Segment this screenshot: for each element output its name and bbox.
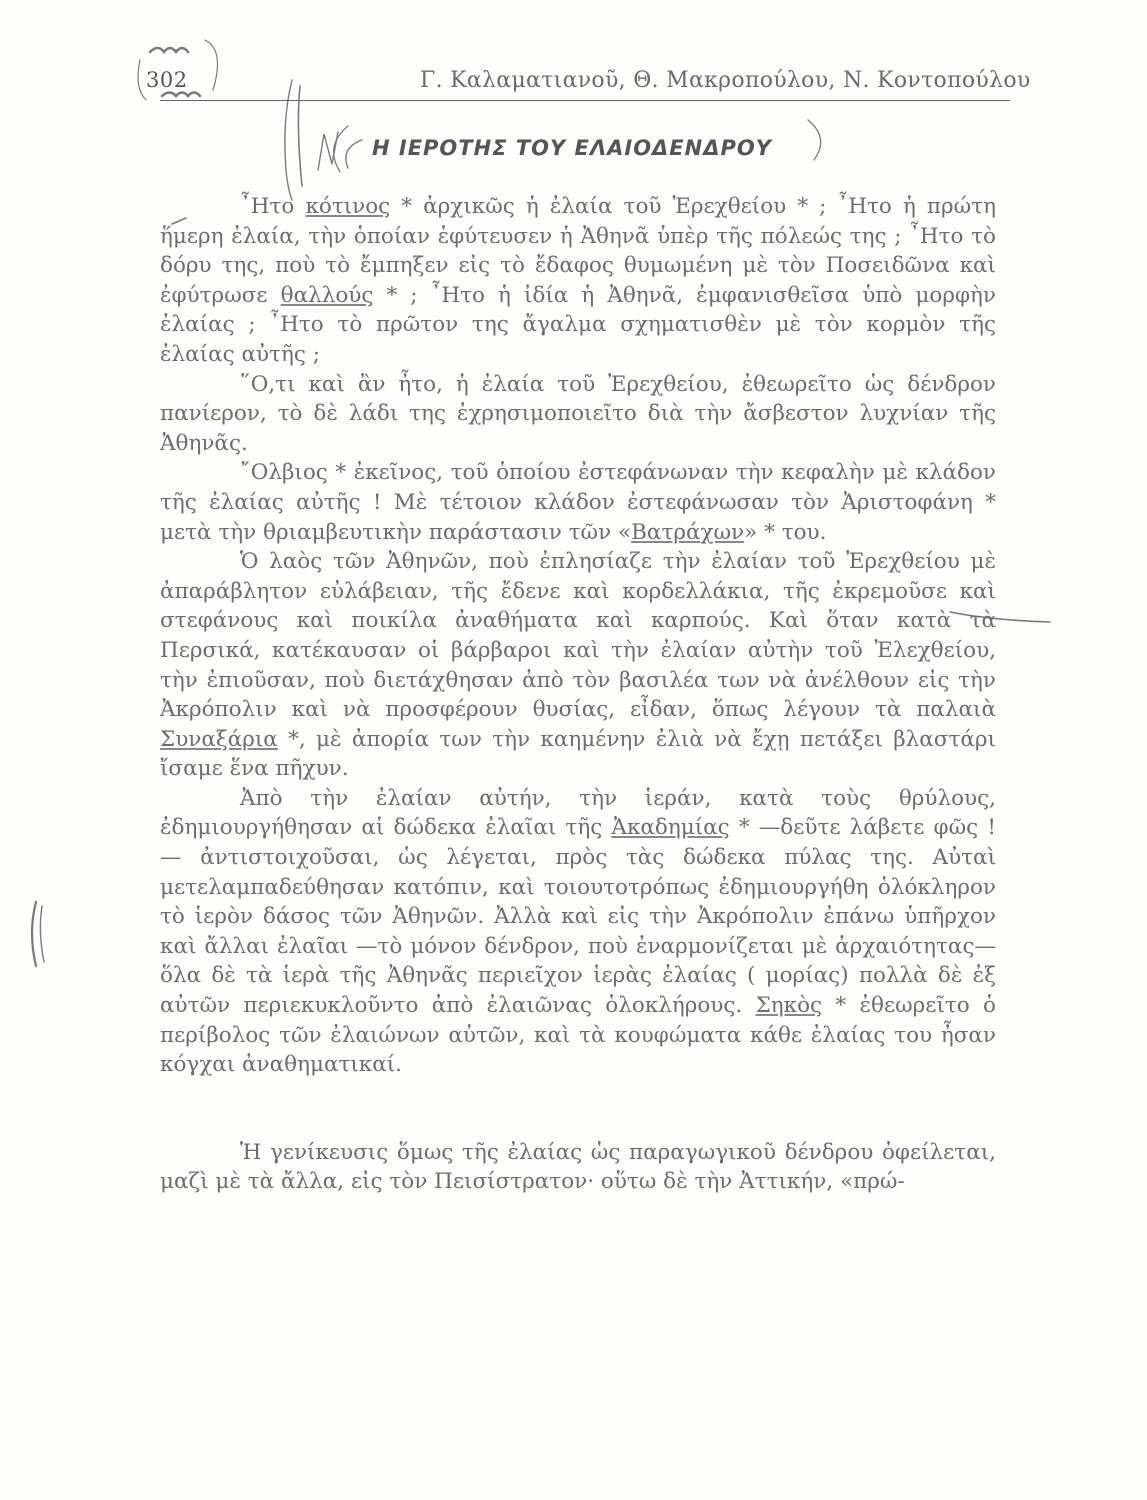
- paragraph-4: Ὁ λαὸς τῶν Ἀθηνῶν, ποὺ ἐπλησίαζε τὴν ἐλαίαν τοῦ Ἐρεχθείου μὲ ἀπαράβλητον εὐλάβειαν, τῆς ἔδενε καὶ κορδελλάκια, τῆς ἐκρεμοῦσε καὶ στεφάνους καὶ ποικίλα ἀναθήματα καὶ καρπούς. Καὶ ὅταν κατὰ τὰ Περσικά, κατέκαυσαν οἱ βάρβαροι καὶ τὴν ἐλαίαν αὐτὴν τοῦ Ἐλεχθείου, τὴν ἐπιοῦσαν, ποὺ διετάχθησαν ἀπὸ τὸν βασιλέα των νὰ ἀνέλθουν εἰς τὴν Ἀκρόπολιν καὶ νὰ προσφέρουν θυσίας, εἶδαν, ὅπως λέγουν τὰ παλαιὰ Συναξάρια *, μὲ ἀπορία των τὴν καημένην ἐλιὰ νὰ ἔχῃ πετάξει βλαστάρι ἴσαμε ἕνα πῆχυν.: [160, 549, 996, 782]
- running-header-authors: Γ. Καλαματιανοῦ, Θ. Μακροπούλου, Ν. Κοντοπούλου: [420, 68, 1031, 93]
- paragraph-2: ῞Ο,τι καὶ ἂν ἦτο, ἡ ἐλαία τοῦ Ἐρεχθείου, ἐθεωρεῖτο ὡς δένδρον πανίερον, τὸ δὲ λάδι της ἐχρησιμοποιεῖτο διὰ τὴν ἄσβεστον λυχνίαν τῆς Ἀθηνᾶς.: [160, 371, 996, 456]
- underlined-term: Σηκὸς: [755, 993, 823, 1019]
- paragraph-1: ῏Ητο κότινος * ἀρχικῶς ἡ ἐλαία τοῦ Ἐρεχθείου * ; ῏Ητο ἡ πρώτη ἥμερη ἐλαία, τὴν ὁποίαν ἐφύτευσεν ἡ Ἀθηνᾶ ὑπὲρ τῆς πόλεώς της ; ῏Ητο τὸ δόρυ της, ποὺ τὸ ἔμπηξεν εἰς τὸ ἔδαφος θυμωμένη μὲ τὸν Ποσειδῶνα καὶ ἐφύτρωσε θαλλούς * ; ῏Ητο ἡ ἰδία ἡ Ἀθηνᾶ, ἐμφανισθεῖσα ὑπὸ μορφὴν ἐλαίας ; ῏Ητο τὸ πρῶτον της ἄγαλμα σχηματισθὲν μὲ τὸν κορμὸν τῆς ἐλαίας αὐτῆς ;: [160, 194, 996, 367]
- underlined-term: θαλλούς: [280, 282, 374, 308]
- body-text: [160, 192, 996, 1197]
- underlined-term: Ἀκαδημίας: [611, 815, 730, 841]
- chapter-title: Η ΙΕΡΟΤΗΣ ΤΟΥ ΕΛΑΙΟΔΕΝΔΡΟΥ: [372, 136, 772, 160]
- underlined-term: Συναξάρια: [160, 726, 278, 752]
- page-number: 302: [146, 68, 188, 92]
- paragraph-6: Ἡ γενίκευσις ὅμως τῆς ἐλαίας ὡς παραγωγικοῦ δένδρου ὀφείλεται, μαζὶ μὲ τὰ ἄλλα, εἰς τὸν Πεισίστρατον· οὕτω δὲ τὴν Ἀττικήν, «πρώ-: [160, 1139, 996, 1195]
- underlined-term: κότινος: [305, 194, 391, 219]
- header-rule: [160, 100, 1010, 101]
- paragraph-3: ῎Ολβιος * ἐκεῖνος, τοῦ ὁποίου ἐστεφάνωναν τὴν κεφαλὴν μὲ κλάδον τῆς ἐλαίας αὐτῆς ! Μὲ τέτοιον κλάδον ἐστεφάνωσαν τὸν Ἀριστοφάνη * μετὰ τὴν θριαμβευτικὴν παράστασιν τῶν «Βατράχων» * του.: [160, 460, 996, 545]
- underlined-term: Βατράχων: [631, 519, 745, 545]
- paragraph-5: Ἀπὸ τὴν ἐλαίαν αὐτήν, τὴν ἱεράν, κατὰ τοὺς θρύλους, ἐδημιουργήθησαν αἱ δώδεκα ἐλαῖαι τῆς Ἀκαδημίας * —δεῦτε λάβετε φῶς ! — ἀντιστοιχοῦσαι, ὡς λέγεται, πρὸς τὰς δώδεκα πύλας της. Αὐταὶ μετελαμπαδεύθησαν κατόπιν, καὶ τοιουτοτρόπως ἐδημιουργήθη ὁλόκληρον τὸ ἱερὸν δάσος τῶν Ἀθηνῶν. Ἀλλὰ καὶ εἰς τὴν Ἀκρόπολιν ἐπάνω ὑπῆρχον καὶ ἄλλαι ἐλαῖαι —τὸ μόνον δένδρον, ποὺ ἐναρμονίζεται μὲ ἀρχαιότητας— ὅλα δὲ τὰ ἱερὰ τῆς Ἀθηνᾶς περιεῖχον ἱερὰς ἐλαίας ( μορίας) πολλὰ δὲ ἐξ αὐτῶν περιεκυκλοῦντο ἀπὸ ἐλαιῶνας ὁλοκλήρους. Σηκὸς * ἐθεωρεῖτο ὁ περίβολος τῶν ἐλαιώνων αὐτῶν, καὶ τὰ κουφώματα κάθε ἐλαίας του ἦσαν κόγχαι ἀναθηματικαί.: [160, 785, 996, 1078]
